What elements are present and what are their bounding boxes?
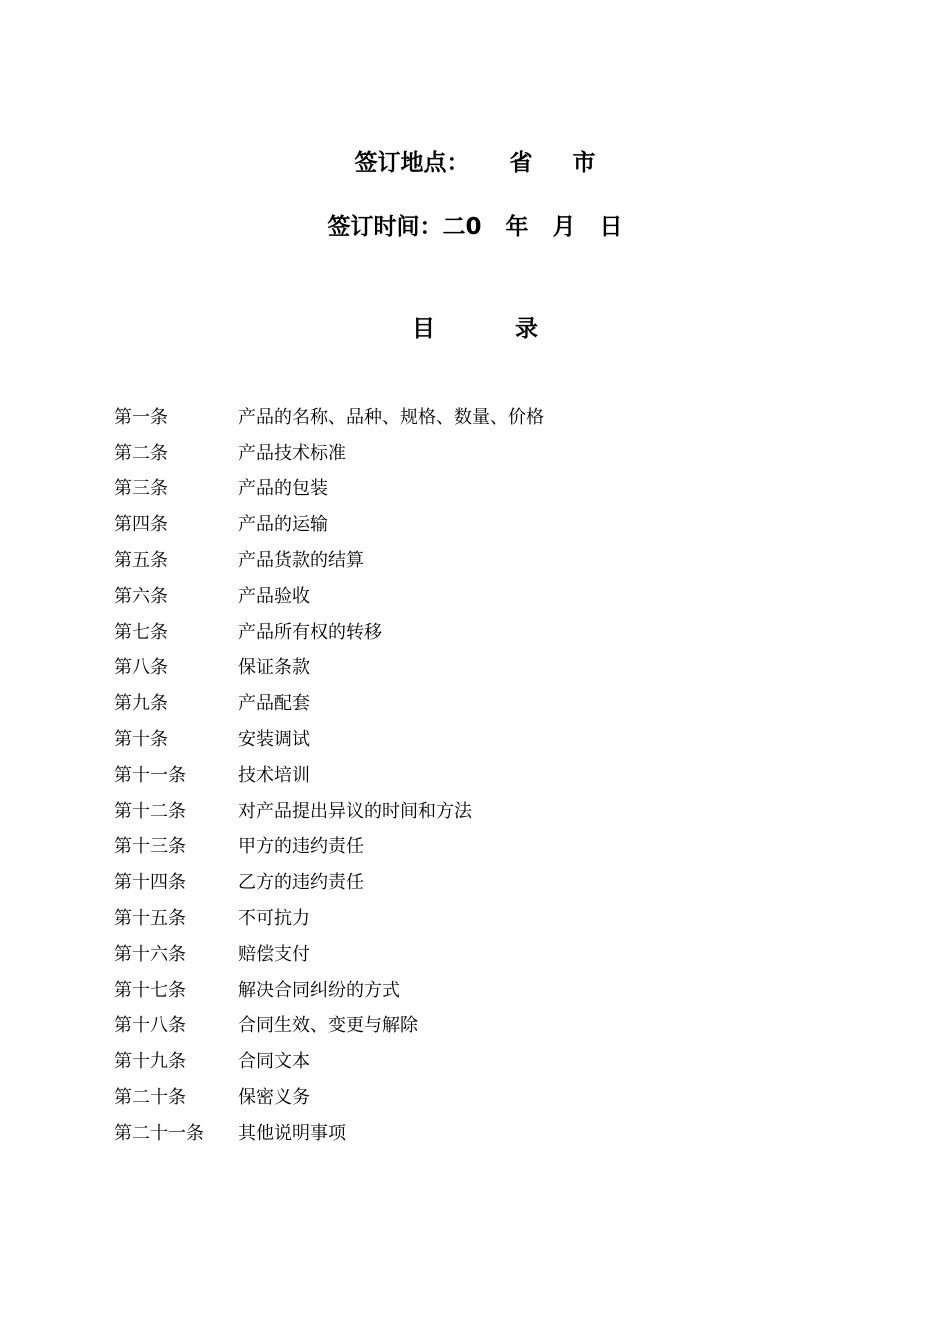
toc-item-number: 第十二条 <box>114 800 186 822</box>
toc-item-title: 其他说明事项 <box>238 1122 346 1144</box>
toc-item-title: 保证条款 <box>238 657 310 679</box>
toc-item <box>114 400 854 436</box>
toc-item <box>114 758 854 794</box>
toc-item <box>114 1009 854 1045</box>
toc-item-title: 产品的包装 <box>238 478 328 500</box>
toc-item <box>114 472 854 508</box>
toc-item-title: 产品所有权的转移 <box>238 621 382 643</box>
toc-item <box>114 973 854 1009</box>
toc-item-title: 赔偿支付 <box>238 943 310 965</box>
toc-item <box>114 794 854 830</box>
toc-item-number: 第十一条 <box>114 764 186 786</box>
toc-item-number: 第十条 <box>114 729 168 751</box>
toc-item-number: 第一条 <box>114 406 168 428</box>
toc-item <box>114 579 854 615</box>
toc-item-title: 产品的名称、品种、规格、数量、价格 <box>238 406 544 428</box>
toc-item <box>114 1116 854 1152</box>
toc-item <box>114 901 854 937</box>
toc-item <box>114 865 854 901</box>
toc-item-number: 第二十一条 <box>114 1122 204 1144</box>
toc-item-number: 第四条 <box>114 514 168 536</box>
toc-item <box>114 436 854 472</box>
toc-item <box>114 830 854 866</box>
toc-item-title: 合同文本 <box>238 1051 310 1073</box>
table-of-contents <box>114 400 854 1152</box>
toc-item <box>114 937 854 973</box>
toc-item <box>114 615 854 651</box>
toc-item <box>114 1080 854 1116</box>
toc-item-title: 产品配套 <box>238 693 310 715</box>
toc-item-title: 技术培训 <box>238 764 310 786</box>
toc-item-title: 对产品提出异议的时间和方法 <box>238 800 472 822</box>
toc-item-number: 第七条 <box>114 621 168 643</box>
toc-item <box>114 722 854 758</box>
toc-item-number: 第十九条 <box>114 1051 186 1073</box>
signing-place-line: 签订地点： 省 市 <box>354 150 596 176</box>
toc-item <box>114 651 854 687</box>
toc-item-number: 第二条 <box>114 442 168 464</box>
toc-item-number: 第二十条 <box>114 1087 186 1109</box>
toc-item-title: 安装调试 <box>238 729 310 751</box>
toc-item-title: 乙方的违约责任 <box>238 872 364 894</box>
toc-item-number: 第十八条 <box>114 1015 186 1037</box>
toc-item-title: 甲方的违约责任 <box>238 836 364 858</box>
toc-title: 目 录 <box>411 316 539 342</box>
toc-item-title: 产品货款的结算 <box>238 550 364 572</box>
toc-item-title: 合同生效、变更与解除 <box>238 1015 418 1037</box>
toc-item-number: 第八条 <box>114 657 168 679</box>
toc-item-title: 产品的运输 <box>238 514 328 536</box>
toc-item-number: 第十五条 <box>114 908 186 930</box>
toc-item-number: 第十四条 <box>114 872 186 894</box>
toc-item <box>114 543 854 579</box>
toc-item <box>114 507 854 543</box>
toc-item <box>114 686 854 722</box>
toc-item-title: 产品技术标准 <box>238 442 346 464</box>
toc-item-title: 解决合同纠纷的方式 <box>238 979 400 1001</box>
toc-item-number: 第六条 <box>114 585 168 607</box>
toc-item <box>114 1044 854 1080</box>
toc-item-number: 第十七条 <box>114 979 186 1001</box>
toc-item-number: 第十三条 <box>114 836 186 858</box>
toc-item-title: 产品验收 <box>238 585 310 607</box>
toc-item-number: 第五条 <box>114 550 168 572</box>
toc-item-number: 第三条 <box>114 478 168 500</box>
toc-item-number: 第十六条 <box>114 943 186 965</box>
toc-item-title: 保密义务 <box>238 1087 310 1109</box>
signing-time-line: 签订时间：二0 年 月 日 <box>327 214 623 240</box>
toc-item-number: 第九条 <box>114 693 168 715</box>
toc-item-title: 不可抗力 <box>238 908 310 930</box>
